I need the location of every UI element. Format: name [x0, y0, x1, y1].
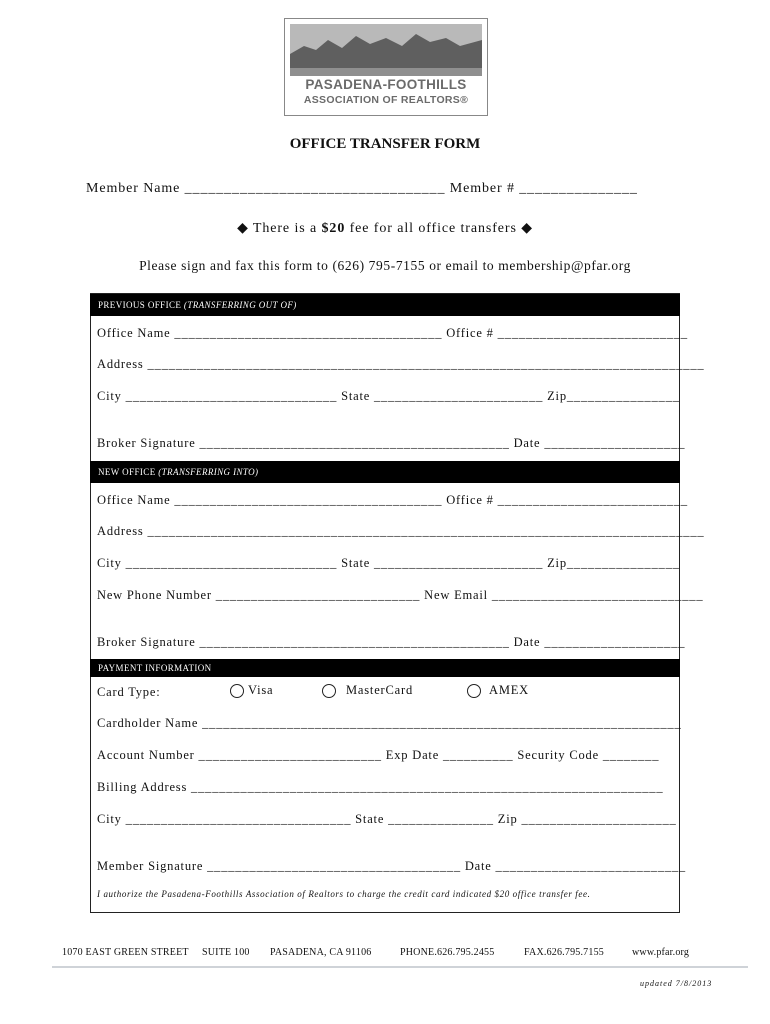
- new-phone-email-field[interactable]: New Phone Number _____________________________ New Email ______________________________: [97, 588, 704, 602]
- card-type-label: Card Type:: [97, 685, 161, 699]
- prev-address-field[interactable]: Address _______________________________________________________________________________: [97, 357, 705, 371]
- form-title: OFFICE TRANSFER FORM: [289, 136, 481, 152]
- member-name-field[interactable]: Member Name _________________________________ Member # _______________: [86, 181, 638, 196]
- mastercard-radio-icon[interactable]: [322, 684, 336, 698]
- prev-city-state-zip-field[interactable]: City ______________________________ State ________________________ Zip________________: [97, 389, 680, 403]
- fee-notice: [0, 220, 770, 237]
- updated-date: updated 7/8/2013: [640, 979, 713, 988]
- new-office-header: [90, 461, 680, 483]
- fee-amount: $20: [321, 221, 346, 236]
- cardholder-name-field[interactable]: Cardholder Name ____________________________________________________________________: [97, 716, 682, 730]
- visa-radio-icon[interactable]: [230, 684, 244, 698]
- footer-divider: [52, 966, 748, 968]
- pfar-logo: [284, 18, 488, 116]
- payment-header: PAYMENT INFORMATION: [90, 659, 680, 677]
- previous-office-note: (TRANSFERRING OUT OF): [183, 300, 297, 310]
- billing-address-field[interactable]: Billing Address ___________________________________________________________________: [97, 780, 664, 794]
- previous-office-header: [90, 294, 680, 316]
- amex-option[interactable]: [467, 683, 529, 698]
- new-city-state-zip-field[interactable]: City ______________________________ State ________________________ Zip________________: [97, 556, 680, 570]
- fee-notice-post: fee for all office transfers ◆: [345, 221, 533, 236]
- new-office-name-field[interactable]: Office Name ______________________________________ Office # ___________________________: [97, 493, 688, 507]
- authorization-text: I authorize the Pasadena-Foothills Association of Realtors to charge the credit card indicated $20 office transfer fee.: [97, 889, 591, 899]
- footer-suite: SUITE 100: [202, 947, 250, 958]
- footer-fax: FAX.626.795.7155: [524, 947, 604, 958]
- billing-city-state-zip-field[interactable]: City ________________________________ State _______________ Zip ______________________: [97, 812, 677, 826]
- amex-label: AMEX: [489, 683, 530, 697]
- footer-street: 1070 EAST GREEN STREET: [62, 947, 189, 958]
- amex-radio-icon[interactable]: [467, 684, 481, 698]
- visa-label: Visa: [248, 683, 274, 697]
- prev-office-name-field[interactable]: Office Name ______________________________________ Office # ___________________________: [97, 326, 688, 340]
- new-office-note: (TRANSFERRING INTO): [158, 467, 259, 477]
- mountains-logo-icon: [290, 24, 482, 76]
- footer-phone: PHONE.626.795.2455: [400, 947, 495, 958]
- footer-city: PASADENA, CA 91106: [270, 947, 372, 958]
- member-signature-field[interactable]: Member Signature ____________________________________ Date ___________________________: [97, 859, 686, 873]
- fax-instructions: Please sign and fax this form to (626) 795-7155 or email to membership@pfar.org: [139, 258, 631, 273]
- mastercard-label: MasterCard: [346, 683, 414, 697]
- new-broker-signature-field[interactable]: Broker Signature ____________________________________________ Date ____________________: [97, 635, 686, 649]
- logo-name-line1: PASADENA-FOOTHILLS: [305, 77, 467, 92]
- previous-office-title: PREVIOUS OFFICE: [98, 300, 182, 310]
- mastercard-option[interactable]: [322, 683, 413, 698]
- footer-website[interactable]: www.pfar.org: [632, 947, 690, 958]
- visa-option[interactable]: [230, 683, 273, 698]
- new-office-title: NEW OFFICE: [98, 467, 156, 477]
- new-address-field[interactable]: Address _______________________________________________________________________________: [97, 524, 705, 538]
- logo-name-line2: ASSOCIATION OF REALTORS®: [303, 94, 469, 106]
- fee-notice-pre: ◆ There is a: [237, 221, 322, 236]
- prev-broker-signature-field[interactable]: Broker Signature ____________________________________________ Date ____________________: [97, 436, 686, 450]
- account-number-field[interactable]: Account Number __________________________ Exp Date __________ Security Code ________: [97, 748, 660, 762]
